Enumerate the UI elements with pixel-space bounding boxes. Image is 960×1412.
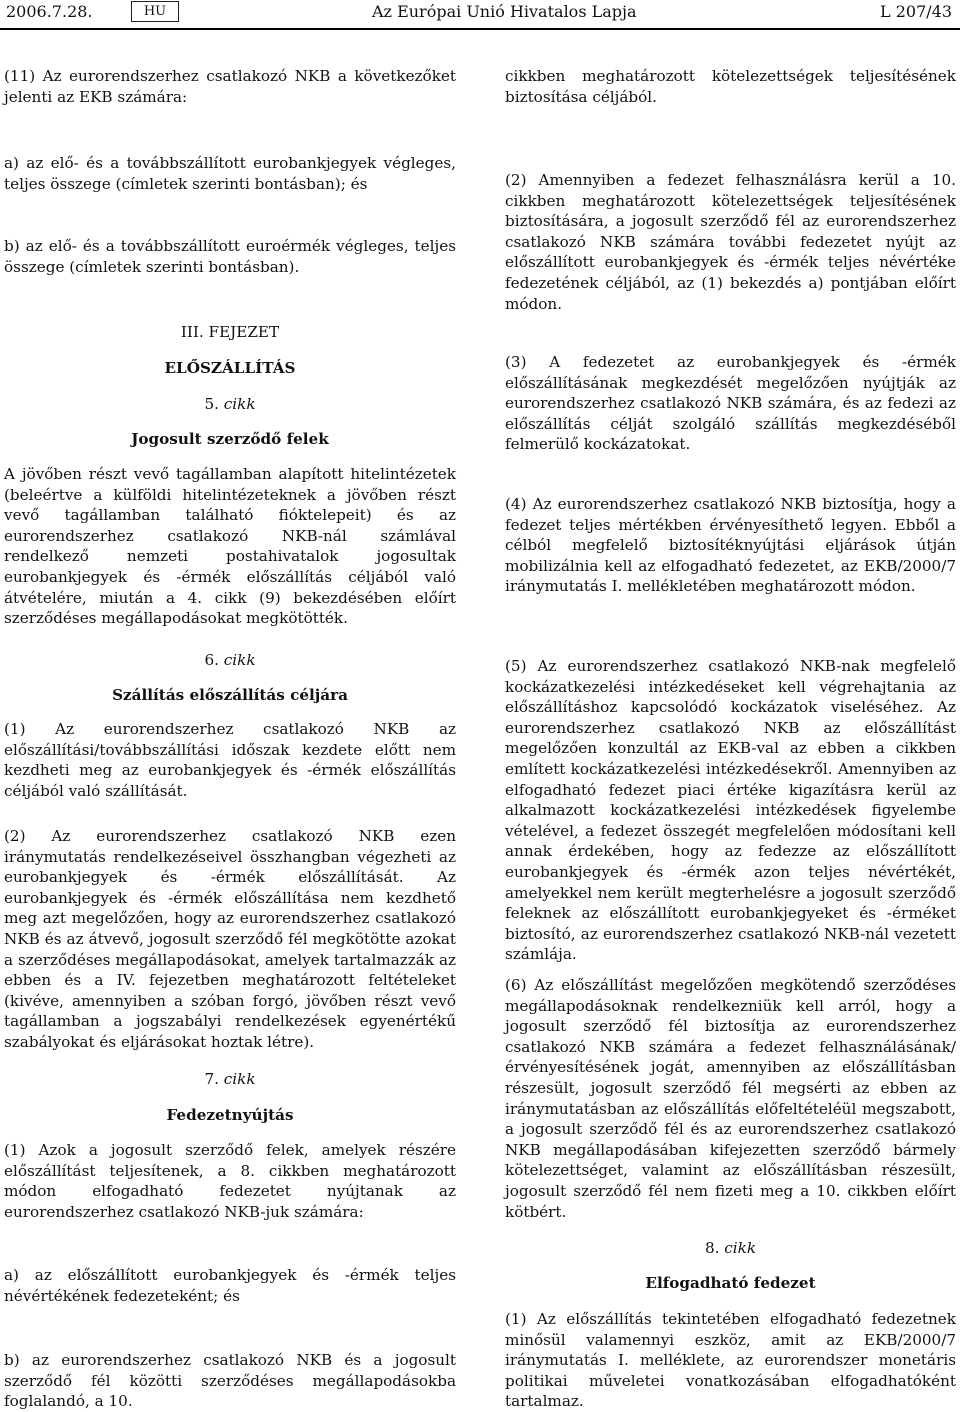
- article-7-paragraph-1-b: b) az eurorendszerhez csatlakozó NKB és a jogosult szerződő fél közötti szerződéses megállapodásokba foglalandó, a 10.: [4, 1351, 456, 1411]
- chapter-title: ELŐSZÁLLÍTÁS: [164, 359, 296, 377]
- article-6-title: Szállítás előszállítás céljára: [112, 686, 348, 704]
- paragraph-11: (11) Az eurorendszerhez csatlakozó NKB a következőket jelenti az EKB számára:: [4, 67, 456, 106]
- article-8-title: Elfogadható fedezet: [645, 1274, 816, 1292]
- article-6-paragraph-2: (2) Az eurorendszerhez csatlakozó NKB ezen iránymutatás rendelkezéseivel összhangban végezheti az eurobankjegyek és -érmék előszállítását. Az eurobankjegyek és -érmék előszállítása nem kezdhető meg azt megelőzően, hogy az eurorendszerhez csatlakozó NKB és az átvevő, jogosult szerződő fél megkötötte azokat a szerződéses megállapodásokat, amelyek tartalmazzák az ebben és a IV. fejezetben meghatározott feltételeket (kivéve, amennyiben a szóban forgó, jövőben részt vevő tagállamban a jogszabályi rendelkezések egyenértékű szabályokat és eljárásokat hoztak létre).: [4, 827, 456, 1051]
- paragraph-11-a: a) az elő- és a továbbszállított eurobankjegyek végleges, teljes összege (címletek szerinti bontásban); és: [4, 154, 456, 193]
- article-7-paragraph-1: (1) Azok a jogosult szerződő felek, amelyek részére előszállítást teljesítenek, a 8. cikkben meghatározott módon elfogadható fedezetet nyújtanak az eurorendszerhez csatlakozó NKB-juk számára:: [4, 1141, 456, 1221]
- article-5-word: cikk: [223, 395, 256, 413]
- article-5-text: A jövőben részt vevő tagállamban alapított hitelintézetek (beleértve a külföldi hitelintézeteknek a jövőben részt vevő tagállamban található fióktelepeit) és az eurorendszerhez csatlakozó NKB-nál számlával rendelkező nemzeti postahivatalok jogosultak eurobankjegyek és -érmék előszállítás céljából való átvételére, miután a 4. cikk (9) bekezdésében előírt szerződéses megállapodásokat megkötötték.: [4, 465, 456, 628]
- article-6-number: 6.: [204, 651, 219, 669]
- article-7-paragraph-3: (3) A fedezetet az eurobankjegyek és -érmék előszállításának megkezdését megelőzően nyújtják az eurorendszerhez csatlakozó NKB számára, és az fedezi az előszállítás célját szolgáló szállítás megkezdéséből felmerülő kockázatokat.: [505, 353, 956, 454]
- article-8-heading: [505, 1238, 956, 1259]
- article-5-title: Jogosult szerződő felek: [131, 430, 329, 448]
- header-date: 2006.7.28.: [6, 2, 93, 21]
- header-rule: [0, 28, 960, 30]
- article-7-word: cikk: [223, 1070, 256, 1088]
- article-7-paragraph-2: (2) Amennyiben a fedezet felhasználásra kerül a 10. cikkben meghatározott kötelezettségek teljesítésének biztosítására, a jogosult szerződő fél az eurorendszerhez csatlakozó NKB számára további fedezetet nyújt az előszállított eurobankjegyek és -érmék teljes névértéke fedezetének céljából, az (1) bekezdés a) pontjában előírt módon.: [505, 171, 956, 313]
- article-7-paragraph-5: (5) Az eurorendszerhez csatlakozó NKB-nak megfelelő kockázatkezelési intézkedéseket kell végrehajtania az előszállításhoz kapcsolódó kockázatok viseléséhez. Az eurorendszerhez csatlakozó NKB az előszállítást megelőzően konzultál az EKB-val az ebben a cikkben említett kockázatkezelési intézkedésekről. Amennyiben az elfogadható fedezet piaci értéke kigazításra kerül az alkalmazott kockázatkezelési intézkedések figyelembe vételével, a fedezet összegét megfelelően módosítani kell annak érdekében, hogy az fedezze az előszállított eurobankjegyek és -érmék azon teljes névértékét, amelyekkel nem került megterhelésre a jogosult szerződő feleknek az előszállított eurobankjegyeket és -érméket biztosító, az eurorendszerhez csatlakozó NKB-nál vezetett számlája.: [505, 657, 956, 964]
- article-7-title: Fedezetnyújtás: [166, 1106, 294, 1124]
- article-6-word: cikk: [223, 651, 256, 669]
- article-7-paragraph-6: (6) Az előszállítást megelőzően megkötendő szerződéses megállapodásoknak rendelkezniük kell arról, hogy a jogosult szerződő fél biztosítja az eurorendszerhez csatlakozó NKB számára a fedezet felhasználásának/érvényesítésének jogát, amennyiben az előszállításban részesült, jogosult szerződő fél megsérti az ebben az iránymutatásban az előszállítás előfeltételéül megszabott, a jogosult szerződő fél és az eurorendszerhez csatlakozó NKB megállapodásában kifejezetten szerződő bármely kötelezettséget, valamint az előszállításban részesült, jogosult szerződő fél nem fizeti meg a 10. cikkben előírt kötbért.: [505, 976, 956, 1221]
- article-8-paragraph-1: (1) Az előszállítás tekintetében elfogadható fedezetnek minősül valamennyi eszköz, amit az EKB/2000/7 iránymutatás I. melléklete, az eurorendszer monetáris politikai műveletei vonatkozásában elfogadhatóként tartalmaz.: [505, 1310, 956, 1411]
- page-number: L 207/43: [880, 2, 952, 21]
- publication-title: Az Európai Unió Hivatalos Lapja: [372, 2, 637, 21]
- paragraph-continuation: cikkben meghatározott kötelezettségek teljesítésének biztosítása céljából.: [505, 67, 956, 106]
- article-8-word: cikk: [724, 1239, 757, 1257]
- article-7-paragraph-4: (4) Az eurorendszerhez csatlakozó NKB biztosítja, hogy a fedezet teljes mértékben érvényesíthető legyen. Ebből a célból megfelelő biztosítéknyújtási eljárások útján mobilizálnia kell az elfogadható fedezetet, az EKB/2000/7 iránymutatás I. mellékletében meghatározott módon.: [505, 495, 956, 596]
- chapter-heading: III. FEJEZET: [180, 323, 280, 341]
- language-badge: HU: [131, 1, 179, 22]
- article-5-number: 5.: [204, 395, 219, 413]
- article-6-paragraph-1: (1) Az eurorendszerhez csatlakozó NKB az előszállítási/továbbszállítási időszak kezdete előtt nem kezdheti meg az eurobankjegyek és -érmék előszállítás céljából való szállítását.: [4, 720, 456, 800]
- article-8-number: 8.: [704, 1239, 720, 1257]
- article-7-number: 7.: [204, 1070, 219, 1088]
- paragraph-11-b: b) az elő- és a továbbszállított euroérmék végleges, teljes összege (címletek szerinti bontásban).: [4, 237, 456, 276]
- article-7-paragraph-1-a: a) az előszállított eurobankjegyek és -érmék teljes névértékének fedezeteként; és: [4, 1266, 456, 1305]
- article-5-heading: [4, 394, 456, 415]
- article-6-heading: [4, 650, 456, 671]
- article-7-heading: [4, 1069, 456, 1090]
